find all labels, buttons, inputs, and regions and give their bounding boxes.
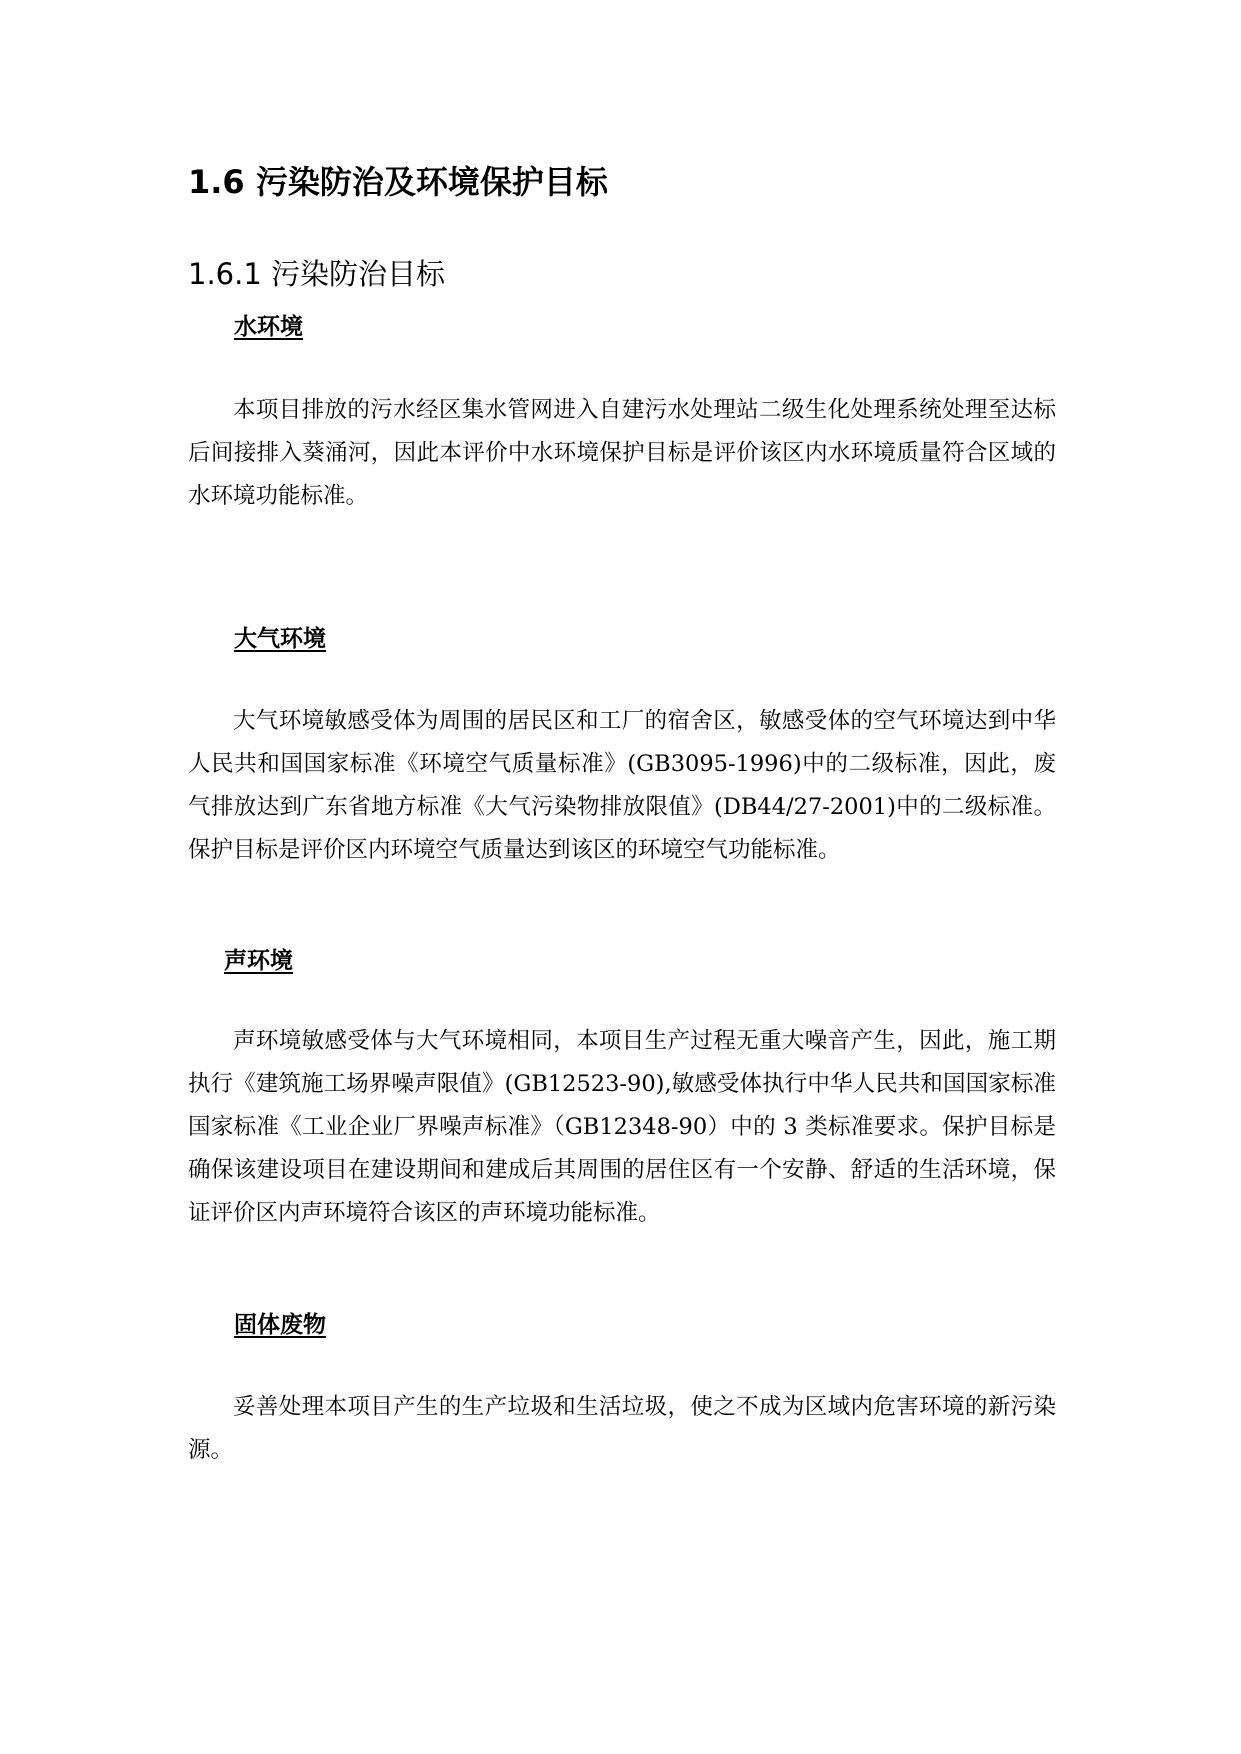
noise-heading: 声环境 <box>224 948 293 974</box>
noise-paragraph: 声环境敏感受体与大气环境相同，本项目生产过程无重大噪音产生，因此，施工期执行《建筑施工场界噪声限值》(GB12523-90),敏感受体执行中华人民共和国国家标准国家标准《工业企业厂界噪声标准》（GB12348-90）中的 3 类标准要求。保护目标是确保该建设项目在建设期间和建成后其周围的居住区有一个安静、舒适的生活环境，保证评价区内声环境符合该区的声环境功能标准。 <box>188 1028 1056 1226</box>
solid-waste-heading: 固体废物 <box>234 1312 326 1338</box>
air-heading: 大气环境 <box>234 626 326 652</box>
solid-waste-paragraph: 妥善处理本项目产生的生产垃圾和生活垃圾，使之不成为区域内危害环境的新污染源。 <box>188 1394 1056 1463</box>
subsection-title: 1.6.1 污染防治目标 <box>188 257 446 291</box>
air-paragraph: 大气环境敏感受体为周围的居民区和工厂的宿舍区，敏感受体的空气环境达到中华人民共和国国家标准《环境空气质量标准》(GB3095-1996)中的二级标准，因此，废气排放达到广东省地方标准《大气污染物排放限值》(DB44/27-2001)中的二级标准。保护目标是评价区内环境空气质量达到该区的环境空气功能标准。 <box>188 708 1056 863</box>
section-title: 1.6 污染防治及环境保护目标 <box>188 163 608 201</box>
water-paragraph: 本项目排放的污水经区集水管网进入自建污水处理站二级生化处理系统处理至达标后间接排入葵涌河，因此本评价中水环境保护目标是评价该区内水环境质量符合区域的水环境功能标准。 <box>188 397 1056 509</box>
water-heading: 水环境 <box>234 314 303 340</box>
